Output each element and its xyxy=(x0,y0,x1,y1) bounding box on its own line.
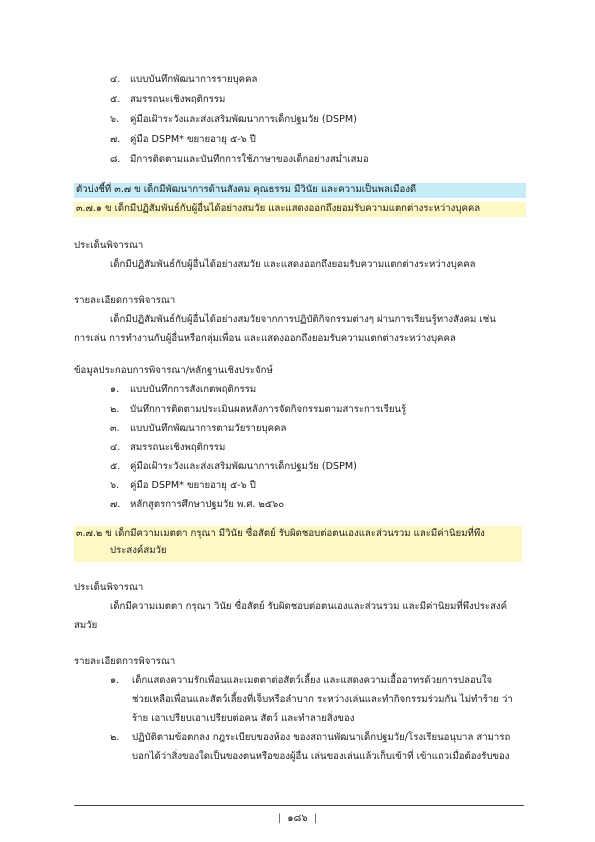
list-number: ๔. xyxy=(110,74,121,85)
indicator-heading: ตัวบ่งชี้ที่ ๓.๗ ข เด็กมีพัฒนาการด้านสังคม คุณธรรม มีวินัย และความเป็นพลเมืองดี xyxy=(74,183,526,198)
consider-title: ประเด็นพิจารณา xyxy=(74,582,144,593)
list-number: ๕. xyxy=(110,94,121,105)
list-text: คู่มือเฝ้าระวังและส่งเสริมพัฒนาการเด็กปฐมวัย (DSPM) xyxy=(130,461,357,472)
list-text: คู่มือ DSPM* ขยายอายุ ๕-๖ ปี xyxy=(130,480,256,491)
section-heading: ๓.๗.๒ ข เด็กมีความเมตตา กรุณา มีวินัย ซื่อสัตย์ รับผิดชอบต่อตนเองและส่วนรวม และมีค่านิยมที่พึง xyxy=(76,528,485,539)
page-number-bar: | xyxy=(277,813,282,824)
list-text: คู่มือ DSPM* ขยายอายุ ๕-๖ ปี xyxy=(130,134,256,145)
list-number: ๘. xyxy=(110,154,121,165)
list-text: แบบบันทึกพัฒนาการรายบุคคล xyxy=(130,74,258,85)
list-text: แบบบันทึกการสังเกตพฤติกรรม xyxy=(130,384,257,395)
consider-text: เด็กมีปฏิสัมพันธ์กับผู้อื่นได้อย่างสมวัย และแสดงออกถึงยอมรับความแตกต่างระหว่างบุคคล xyxy=(110,259,476,270)
list-item xyxy=(110,499,284,512)
section-heading-cont: ประสงค์สมวัย xyxy=(110,545,167,556)
list-number: ๓. xyxy=(110,423,120,434)
detail-number: ๑. xyxy=(110,675,120,686)
detail-text: เด็กแสดงความรักเพื่อนและเมตตาต่อสัตว์เลี้ยง และแสดงความเอื้ออาทรด้วยการปลอบใจ xyxy=(132,675,493,686)
list-item xyxy=(110,480,256,493)
list-number: ๑. xyxy=(110,384,120,395)
list-item xyxy=(110,423,286,436)
evidence-title: ข้อมูลประกอบการพิจารณา/หลักฐานเชิงประจักษ์ xyxy=(74,365,273,376)
section-heading: ๓.๗.๑ ข เด็กมีปฏิสัมพันธ์กับผู้อื่นได้อย่างสมวัย และแสดงออกถึงยอมรับความแตกต่างระหว่างบุคคล xyxy=(74,202,526,217)
list-item xyxy=(110,74,257,87)
list-number: ๖. xyxy=(110,480,120,491)
detail-number: ๒. xyxy=(110,732,120,743)
footer-divider xyxy=(74,805,524,806)
list-number: ๖. xyxy=(110,114,120,125)
list-text: มีการติดตามและบันทึกการใช้ภาษาของเด็กอย่างสม่ำเสมอ xyxy=(130,154,369,165)
list-number: ๔. xyxy=(110,442,121,453)
list-text: คู่มือเฝ้าระวังและส่งเสริมพัฒนาการเด็กปฐมวัย (DSPM) xyxy=(130,114,357,125)
consider-text: สมวัย xyxy=(74,620,98,631)
list-text: สมรรถนะเชิงพฤติกรรม xyxy=(130,94,226,105)
list-number: ๗. xyxy=(110,499,121,510)
list-number: ๗. xyxy=(110,134,121,145)
list-item xyxy=(110,114,357,127)
page-number xyxy=(0,812,595,826)
list-text: บันทึกการติดตามประเมินผลหลังการจัดกิจกรรมตามสาระการเรียนรู้ xyxy=(130,404,407,415)
page-number-value: ๑๘๖ xyxy=(287,813,308,824)
list-item xyxy=(110,442,225,455)
detail-text: ปฏิบัติตามข้อตกลง กฎระเบียบของห้อง ของสถานพัฒนาเด็กปฐมวัย/โรงเรียนอนุบาล สามารถ xyxy=(132,732,511,743)
consider-text: เด็กมีความเมตตา กรุณา วินัย ซื่อสัตย์ รับผิดชอบต่อตนเองและส่วนรวม และมีค่านิยมที่พึงประสงค์ xyxy=(110,601,508,612)
detail-title: รายละเอียดการพิจารณา xyxy=(74,295,176,306)
detail-text: ร้าย เอาเปรียบเอาเปรียบต่อคน สัตว์ และทำลายสิ่งของ xyxy=(132,713,355,724)
detail-text: เด็กมีปฏิสัมพันธ์กับผู้อื่นได้อย่างสมวัยจากการปฏิบัติกิจกรรมต่างๆ ผ่านการเรียนรู้ทางสังคม เช่น xyxy=(110,314,496,325)
list-number: ๒. xyxy=(110,404,120,415)
page-number-bar: | xyxy=(313,813,318,824)
detail-text: ช่วยเหลือเพื่อนและสัตว์เลี้ยงที่เจ็บหรือลำบาก ระหว่างเล่นและทำกิจกรรมร่วมกัน ไม่ทำร้าย ว่า xyxy=(132,694,513,705)
detail-text: การเล่น การทำงานกับผู้อื่นหรือกลุ่มเพื่อน และแสดงออกถึงยอมรับความแตกต่างระหว่างบุคคล xyxy=(74,333,456,344)
list-text: สมรรถนะเชิงพฤติกรรม xyxy=(130,442,226,453)
list-item xyxy=(110,404,406,417)
list-item xyxy=(110,384,256,397)
detail-title: รายละเอียดการพิจารณา xyxy=(74,656,176,667)
list-item xyxy=(110,134,256,147)
detail-text: บอกได้ว่าสิ่งของใดเป็นของตนหรือของผู้อื่น เล่นของเล่นแล้วเก็บเข้าที่ เข้าแถวเมื่อต้องรับของ xyxy=(132,751,510,762)
list-number: ๕. xyxy=(110,461,121,472)
list-item xyxy=(110,94,225,107)
section-heading-box xyxy=(74,526,522,562)
list-text: แบบบันทึกพัฒนาการตามวัยรายบุคคล xyxy=(130,423,287,434)
consider-title: ประเด็นพิจารณา xyxy=(74,240,144,251)
list-item xyxy=(110,461,357,474)
list-text: หลักสูตรการศึกษาปฐมวัย พ.ศ. ๒๕๖๐ xyxy=(130,499,285,510)
list-item xyxy=(110,154,369,167)
